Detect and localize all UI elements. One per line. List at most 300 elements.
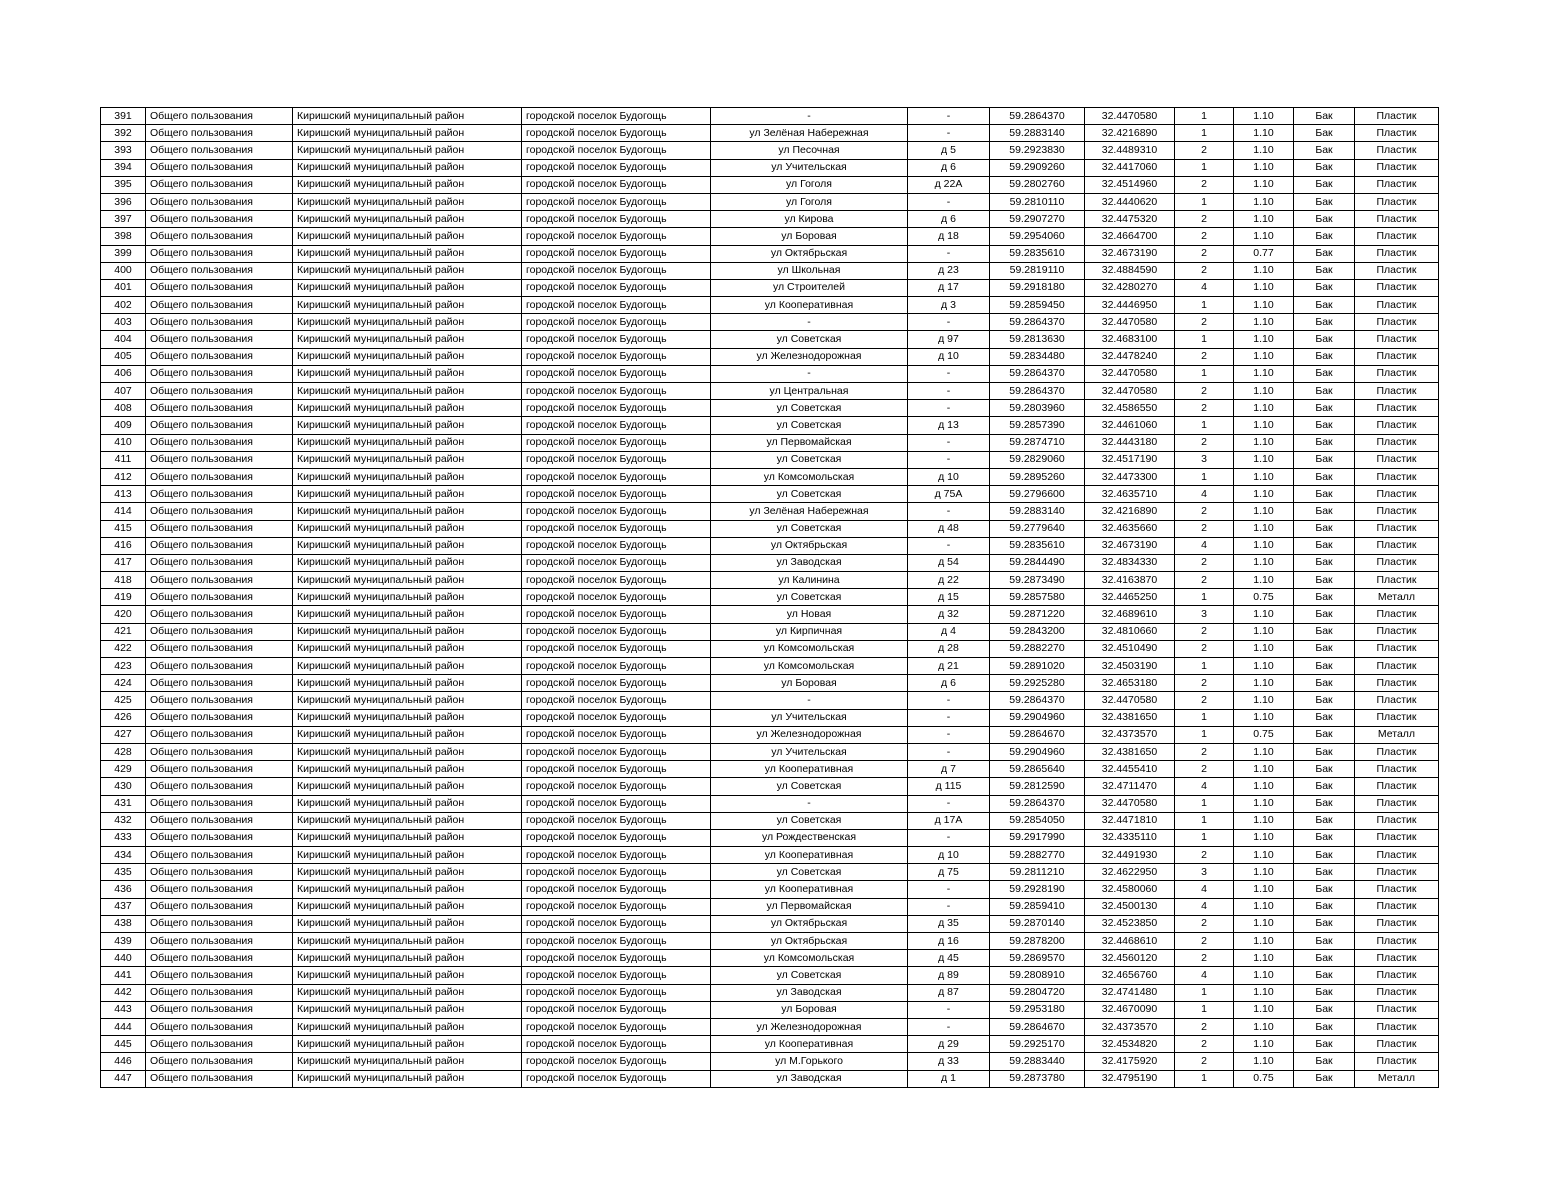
cell-count: 2 [1175,761,1234,778]
cell-container: Бак [1294,847,1355,864]
cell-volume: 1.10 [1234,331,1294,348]
cell-lat: 59.2925170 [990,1036,1085,1053]
cell-house: д 35 [908,915,990,932]
cell-material: Пластик [1355,743,1439,760]
table-row [101,778,1439,795]
cell-n: 393 [101,142,146,159]
cell-material: Пластик [1355,262,1439,279]
cell-count: 2 [1175,520,1234,537]
cell-type: Общего пользования [146,589,293,606]
cell-house: д 87 [908,984,990,1001]
cell-type: Общего пользования [146,297,293,314]
cell-street: - [711,108,908,125]
cell-lat: 59.2891020 [990,658,1085,675]
cell-lat: 59.2864670 [990,726,1085,743]
cell-container: Бак [1294,365,1355,382]
cell-volume: 1.10 [1234,572,1294,589]
cell-settlement: городской поселок Будогощь [522,743,711,760]
cell-n: 446 [101,1053,146,1070]
cell-house: - [908,1018,990,1035]
cell-lon: 32.4523850 [1085,915,1175,932]
cell-house: д 54 [908,554,990,571]
cell-n: 420 [101,606,146,623]
cell-district: Киришский муниципальный район [293,468,522,485]
cell-settlement: городской поселок Будогощь [522,417,711,434]
cell-type: Общего пользования [146,1018,293,1035]
cell-type: Общего пользования [146,159,293,176]
cell-lat: 59.2870140 [990,915,1085,932]
cell-lat: 59.2864370 [990,108,1085,125]
cell-container: Бак [1294,881,1355,898]
cell-type: Общего пользования [146,881,293,898]
cell-count: 1 [1175,1070,1234,1087]
cell-material: Пластик [1355,1001,1439,1018]
cell-settlement: городской поселок Будогощь [522,726,711,743]
cell-house: - [908,829,990,846]
cell-volume: 1.10 [1234,314,1294,331]
cell-lon: 32.4884590 [1085,262,1175,279]
cell-house: - [908,108,990,125]
cell-count: 4 [1175,967,1234,984]
cell-lat: 59.2864670 [990,1018,1085,1035]
cell-count: 1 [1175,829,1234,846]
cell-settlement: городской поселок Будогощь [522,400,711,417]
cell-lat: 59.2883440 [990,1053,1085,1070]
cell-settlement: городской поселок Будогощь [522,692,711,709]
cell-container: Бак [1294,228,1355,245]
cell-volume: 1.10 [1234,365,1294,382]
cell-district: Киришский муниципальный район [293,606,522,623]
cell-district: Киришский муниципальный район [293,692,522,709]
table-row [101,606,1439,623]
cell-type: Общего пользования [146,314,293,331]
cell-material: Пластик [1355,520,1439,537]
cell-house: д 10 [908,847,990,864]
cell-type: Общего пользования [146,228,293,245]
cell-volume: 1.10 [1234,898,1294,915]
cell-material: Пластик [1355,142,1439,159]
cell-settlement: городской поселок Будогощь [522,933,711,950]
cell-house: д 13 [908,417,990,434]
cell-type: Общего пользования [146,606,293,623]
cell-container: Бак [1294,606,1355,623]
cell-district: Киришский муниципальный район [293,314,522,331]
table-row [101,262,1439,279]
cell-count: 2 [1175,400,1234,417]
table-row [101,1036,1439,1053]
cell-volume: 1.10 [1234,950,1294,967]
table-row [101,348,1439,365]
cell-lon: 32.4335110 [1085,829,1175,846]
cell-house: - [908,125,990,142]
cell-volume: 1.10 [1234,176,1294,193]
cell-count: 1 [1175,125,1234,142]
cell-house: - [908,881,990,898]
cell-material: Пластик [1355,950,1439,967]
cell-n: 406 [101,365,146,382]
cell-settlement: городской поселок Будогощь [522,451,711,468]
cell-n: 431 [101,795,146,812]
cell-settlement: городской поселок Будогощь [522,572,711,589]
cell-container: Бак [1294,743,1355,760]
table-row [101,915,1439,932]
cell-n: 440 [101,950,146,967]
cell-district: Киришский муниципальный район [293,812,522,829]
cell-n: 397 [101,211,146,228]
cell-material: Пластик [1355,228,1439,245]
cell-n: 437 [101,898,146,915]
cell-count: 2 [1175,692,1234,709]
cell-lat: 59.2835610 [990,245,1085,262]
cell-settlement: городской поселок Будогощь [522,898,711,915]
cell-lat: 59.2844490 [990,554,1085,571]
cell-volume: 1.10 [1234,675,1294,692]
cell-house: д 17А [908,812,990,829]
cell-count: 4 [1175,486,1234,503]
cell-n: 432 [101,812,146,829]
cell-street: ул Кооперативная [711,847,908,864]
cell-street: ул Комсомольская [711,640,908,657]
cell-lat: 59.2803960 [990,400,1085,417]
cell-district: Киришский муниципальный район [293,1053,522,1070]
cell-house: - [908,193,990,210]
cell-container: Бак [1294,778,1355,795]
cell-lon: 32.4417060 [1085,159,1175,176]
cell-container: Бак [1294,795,1355,812]
cell-street: ул Боровая [711,228,908,245]
cell-type: Общего пользования [146,847,293,864]
cell-count: 2 [1175,1018,1234,1035]
cell-volume: 1.10 [1234,211,1294,228]
cell-lon: 32.4673190 [1085,245,1175,262]
cell-lat: 59.2873780 [990,1070,1085,1087]
table-row [101,640,1439,657]
cell-type: Общего пользования [146,812,293,829]
cell-type: Общего пользования [146,262,293,279]
cell-settlement: городской поселок Будогощь [522,881,711,898]
cell-container: Бак [1294,675,1355,692]
cell-volume: 1.10 [1234,812,1294,829]
cell-house: - [908,503,990,520]
cell-lon: 32.4470580 [1085,365,1175,382]
cell-street: ул Гоголя [711,176,908,193]
cell-container: Бак [1294,503,1355,520]
table-row [101,761,1439,778]
cell-volume: 1.10 [1234,743,1294,760]
cell-count: 1 [1175,365,1234,382]
cell-volume: 1.10 [1234,297,1294,314]
cell-lat: 59.2808910 [990,967,1085,984]
cell-settlement: городской поселок Будогощь [522,1036,711,1053]
cell-lon: 32.4381650 [1085,743,1175,760]
cell-n: 395 [101,176,146,193]
cell-type: Общего пользования [146,125,293,142]
cell-district: Киришский муниципальный район [293,950,522,967]
cell-count: 1 [1175,159,1234,176]
cell-type: Общего пользования [146,761,293,778]
cell-lat: 59.2864370 [990,365,1085,382]
cell-material: Пластик [1355,572,1439,589]
cell-lon: 32.4510490 [1085,640,1175,657]
cell-district: Киришский муниципальный район [293,383,522,400]
cell-lon: 32.4653180 [1085,675,1175,692]
cell-n: 408 [101,400,146,417]
table-row [101,950,1439,967]
cell-settlement: городской поселок Будогощь [522,468,711,485]
cell-type: Общего пользования [146,1001,293,1018]
cell-lat: 59.2883140 [990,125,1085,142]
cell-count: 2 [1175,142,1234,159]
cell-district: Киришский муниципальный район [293,915,522,932]
cell-count: 1 [1175,193,1234,210]
table-row [101,967,1439,984]
cell-container: Бак [1294,1001,1355,1018]
cell-count: 2 [1175,950,1234,967]
table-row [101,400,1439,417]
cell-type: Общего пользования [146,658,293,675]
cell-district: Киришский муниципальный район [293,1001,522,1018]
cell-n: 415 [101,520,146,537]
cell-type: Общего пользования [146,984,293,1001]
cell-settlement: городской поселок Будогощь [522,864,711,881]
cell-type: Общего пользования [146,640,293,657]
cell-material: Пластик [1355,417,1439,434]
cell-district: Киришский муниципальный район [293,245,522,262]
cell-house: - [908,383,990,400]
cell-material: Пластик [1355,915,1439,932]
cell-district: Киришский муниципальный район [293,829,522,846]
cell-count: 3 [1175,451,1234,468]
cell-material: Пластик [1355,297,1439,314]
cell-material: Пластик [1355,933,1439,950]
cell-count: 2 [1175,675,1234,692]
cell-container: Бак [1294,279,1355,296]
cell-lon: 32.4216890 [1085,503,1175,520]
cell-volume: 1.10 [1234,159,1294,176]
cell-house: - [908,365,990,382]
cell-lat: 59.2835610 [990,537,1085,554]
cell-volume: 1.10 [1234,606,1294,623]
cell-settlement: городской поселок Будогощь [522,176,711,193]
cell-lon: 32.4683100 [1085,331,1175,348]
cell-container: Бак [1294,898,1355,915]
cell-street: ул Зелёная Набережная [711,125,908,142]
cell-lat: 59.2895260 [990,468,1085,485]
cell-material: Пластик [1355,658,1439,675]
cell-lon: 32.4489310 [1085,142,1175,159]
cell-lat: 59.2857390 [990,417,1085,434]
cell-count: 2 [1175,503,1234,520]
cell-type: Общего пользования [146,142,293,159]
cell-volume: 1.10 [1234,881,1294,898]
table-row [101,331,1439,348]
cell-lon: 32.4689610 [1085,606,1175,623]
cell-house: д 1 [908,1070,990,1087]
cell-count: 1 [1175,297,1234,314]
cell-volume: 1.10 [1234,1053,1294,1070]
cell-lon: 32.4471810 [1085,812,1175,829]
cell-count: 2 [1175,348,1234,365]
cell-house: д 115 [908,778,990,795]
cell-material: Пластик [1355,864,1439,881]
cell-n: 434 [101,847,146,864]
cell-settlement: городской поселок Будогощь [522,984,711,1001]
cell-volume: 0.75 [1234,1070,1294,1087]
cell-street: ул Советская [711,400,908,417]
cell-count: 2 [1175,211,1234,228]
cell-house: д 4 [908,623,990,640]
cell-type: Общего пользования [146,193,293,210]
cell-lat: 59.2864370 [990,314,1085,331]
cell-container: Бак [1294,125,1355,142]
cell-material: Пластик [1355,812,1439,829]
cell-volume: 1.10 [1234,142,1294,159]
cell-material: Пластик [1355,211,1439,228]
cell-volume: 1.10 [1234,193,1294,210]
cell-container: Бак [1294,709,1355,726]
cell-street: ул Кооперативная [711,761,908,778]
cell-n: 411 [101,451,146,468]
cell-lon: 32.4635660 [1085,520,1175,537]
cell-lon: 32.4673190 [1085,537,1175,554]
cell-settlement: городской поселок Будогощь [522,314,711,331]
cell-lon: 32.4446950 [1085,297,1175,314]
table-row [101,1018,1439,1035]
cell-house: д 6 [908,159,990,176]
cell-n: 410 [101,434,146,451]
cell-lat: 59.2873490 [990,572,1085,589]
cell-type: Общего пользования [146,572,293,589]
cell-n: 435 [101,864,146,881]
cell-district: Киришский муниципальный район [293,365,522,382]
cell-street: ул Октябрьская [711,245,908,262]
cell-volume: 1.10 [1234,847,1294,864]
cell-count: 1 [1175,1001,1234,1018]
table-row [101,279,1439,296]
cell-district: Киришский муниципальный район [293,262,522,279]
table-row [101,658,1439,675]
cell-material: Пластик [1355,434,1439,451]
cell-house: д 18 [908,228,990,245]
table-row [101,159,1439,176]
cell-district: Киришский муниципальный район [293,864,522,881]
cell-volume: 1.10 [1234,503,1294,520]
cell-district: Киришский муниципальный район [293,503,522,520]
cell-type: Общего пользования [146,1036,293,1053]
cell-house: - [908,537,990,554]
cell-material: Пластик [1355,640,1439,657]
cell-type: Общего пользования [146,486,293,503]
cell-district: Киришский муниципальный район [293,400,522,417]
cell-lon: 32.4534820 [1085,1036,1175,1053]
cell-n: 443 [101,1001,146,1018]
cell-count: 1 [1175,658,1234,675]
cell-district: Киришский муниципальный район [293,554,522,571]
cell-district: Киришский муниципальный район [293,572,522,589]
cell-district: Киришский муниципальный район [293,176,522,193]
cell-count: 1 [1175,795,1234,812]
cell-district: Киришский муниципальный район [293,486,522,503]
cell-lat: 59.2857580 [990,589,1085,606]
cell-volume: 1.10 [1234,795,1294,812]
cell-count: 1 [1175,726,1234,743]
cell-lon: 32.4440620 [1085,193,1175,210]
cell-material: Металл [1355,589,1439,606]
cell-material: Пластик [1355,279,1439,296]
cell-type: Общего пользования [146,434,293,451]
cell-n: 403 [101,314,146,331]
cell-type: Общего пользования [146,348,293,365]
cell-street: ул Кирпичная [711,623,908,640]
cell-container: Бак [1294,984,1355,1001]
cell-volume: 1.10 [1234,692,1294,709]
cell-settlement: городской поселок Будогощь [522,142,711,159]
cell-volume: 1.10 [1234,1018,1294,1035]
cell-n: 447 [101,1070,146,1087]
cell-house: д 45 [908,950,990,967]
cell-material: Пластик [1355,554,1439,571]
cell-district: Киришский муниципальный район [293,623,522,640]
cell-lon: 32.4163870 [1085,572,1175,589]
cell-count: 2 [1175,640,1234,657]
cell-lon: 32.4834330 [1085,554,1175,571]
cell-material: Пластик [1355,623,1439,640]
cell-n: 394 [101,159,146,176]
cell-volume: 1.10 [1234,623,1294,640]
cell-count: 2 [1175,434,1234,451]
cell-count: 2 [1175,1036,1234,1053]
table-row [101,314,1439,331]
table-row [101,125,1439,142]
cell-street: ул Школьная [711,262,908,279]
cell-n: 401 [101,279,146,296]
cell-n: 428 [101,743,146,760]
cell-volume: 1.10 [1234,262,1294,279]
cell-lat: 59.2859450 [990,297,1085,314]
cell-street: ул Кооперативная [711,1036,908,1053]
cell-street: ул Октябрьская [711,915,908,932]
table-row [101,692,1439,709]
cell-lat: 59.2869570 [990,950,1085,967]
cell-settlement: городской поселок Будогощь [522,606,711,623]
cell-container: Бак [1294,761,1355,778]
table-row [101,245,1439,262]
cell-street: ул Заводская [711,984,908,1001]
cell-lon: 32.4470580 [1085,383,1175,400]
cell-house: - [908,898,990,915]
cell-n: 438 [101,915,146,932]
cell-n: 409 [101,417,146,434]
cell-container: Бак [1294,726,1355,743]
cell-street: ул Рождественская [711,829,908,846]
cell-settlement: городской поселок Будогощь [522,795,711,812]
cell-street: ул Железнодорожная [711,1018,908,1035]
cell-street: ул Комсомольская [711,658,908,675]
cell-count: 2 [1175,743,1234,760]
cell-street: ул Первомайская [711,434,908,451]
cell-container: Бак [1294,967,1355,984]
cell-container: Бак [1294,829,1355,846]
table-row [101,933,1439,950]
cell-house: д 28 [908,640,990,657]
cell-street: - [711,314,908,331]
cell-n: 445 [101,1036,146,1053]
table-row [101,726,1439,743]
cell-n: 391 [101,108,146,125]
cell-settlement: городской поселок Будогощь [522,1001,711,1018]
cell-n: 414 [101,503,146,520]
cell-settlement: городской поселок Будогощь [522,486,711,503]
